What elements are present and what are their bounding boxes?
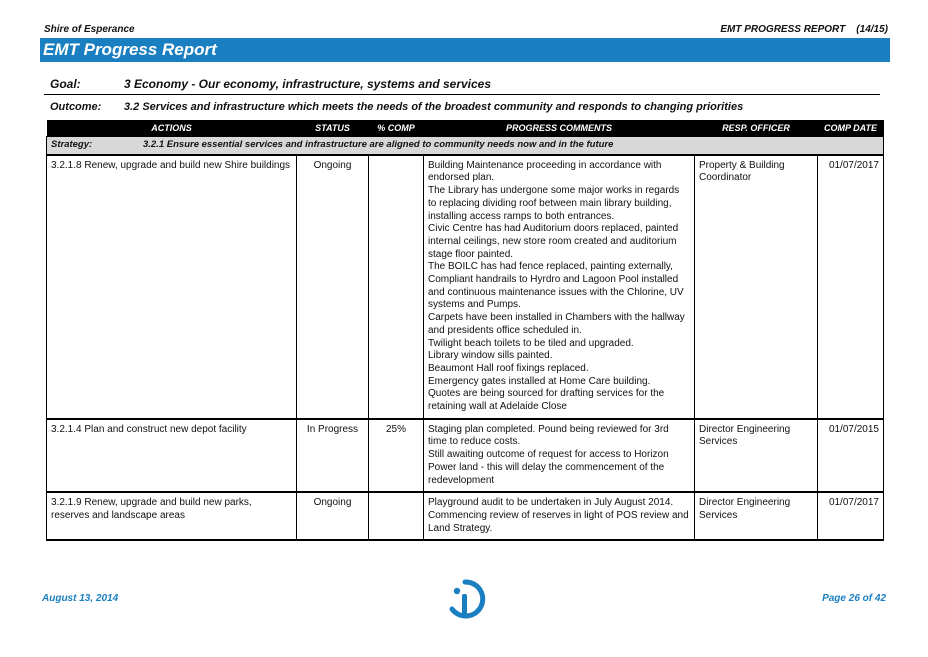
- goal-divider: [44, 94, 880, 95]
- comment-line: Quotes are being sourced for drafting services for the retaining wall at Adelaide Close: [428, 388, 665, 413]
- percent-complete-cell: [369, 155, 424, 419]
- column-header-date: COMP DATE: [818, 120, 884, 137]
- completion-date-cell: 01/07/2015: [818, 419, 884, 493]
- percent-complete-cell: 25%: [369, 419, 424, 493]
- column-header-status: STATUS: [297, 120, 369, 137]
- title-banner: [40, 38, 890, 62]
- responsible-officer-cell: Director Engineering Services: [695, 419, 818, 493]
- strategy-cell: [47, 137, 884, 155]
- outcome-label: Outcome:: [50, 101, 102, 113]
- column-header-comp: % COMP: [369, 120, 424, 137]
- progress-comments-cell: [424, 492, 695, 540]
- goal-text: 3 Economy - Our economy, infrastructure, systems and services: [124, 77, 492, 91]
- footer-page-number: Page 26 of 42: [822, 593, 886, 604]
- responsible-officer-cell: Property & Building Coordinator: [695, 155, 818, 419]
- action-cell: 3.2.1.9 Renew, upgrade and build new parks, reserves and landscape areas: [47, 492, 297, 540]
- organisation-name: Shire of Esperance: [44, 24, 135, 35]
- responsible-officer-cell: Director Engineering Services: [695, 492, 818, 540]
- status-cell: Ongoing: [297, 155, 369, 419]
- comment-line: Civic Centre has had Auditorium doors replaced, painted internal ceilings, new store room created and auditorium stage floor painted.: [428, 223, 679, 260]
- comment-line: Emergency gates installed at Home Care building.: [428, 375, 651, 387]
- table-row: [47, 492, 884, 540]
- completion-date-cell: 01/07/2017: [818, 155, 884, 419]
- comment-line: Carpets have been installed in Chambers with the hallway and presidents office scheduled in.: [428, 312, 685, 336]
- action-cell: 3.2.1.4 Plan and construct new depot facility: [47, 419, 297, 493]
- strategy-row: [47, 137, 884, 155]
- strategy-text: 3.2.1 Ensure essential services and infrastructure are aligned to community needs now and in the future: [143, 139, 614, 150]
- page-title: EMT Progress Report: [43, 40, 217, 59]
- comment-line: Beaumont Hall roof fixings replaced.: [428, 362, 589, 374]
- status-cell: In Progress: [297, 419, 369, 493]
- table-row: [47, 419, 884, 493]
- comment-line: Still awaiting outcome of request for access to Horizon Power land - this will delay the commencement of the redevelopment: [428, 449, 669, 486]
- comment-line: Building Maintenance proceeding in accordance with endorsed plan.: [428, 159, 662, 184]
- status-cell: Ongoing: [297, 492, 369, 540]
- percent-complete-cell: [369, 492, 424, 540]
- action-cell: 3.2.1.8 Renew, upgrade and build new Shire buildings: [47, 155, 297, 419]
- comment-line: The BOILC has had fence replaced, painting externally, Compliant handrails to Hyrdro and Lagoon Pool installed and continuous maintenance issues with the Chlorine, UV systems and Pumps.: [428, 261, 684, 311]
- comment-line: Library window sills painted.: [428, 350, 553, 362]
- comment-line: Staging plan completed. Pound being reviewed for 3rd time to reduce costs.: [428, 423, 669, 448]
- strategy-label: Strategy:: [51, 139, 93, 150]
- column-header-officer: RESP. OFFICER: [695, 120, 818, 137]
- comment-line: Playground audit to be undertaken in July August 2014. Commencing review of reserves in light of POS review and Land Strategy.: [428, 497, 689, 534]
- outcome-text: 3.2 Services and infrastructure which meets the needs of the broadest community and responds to changing priorities: [124, 101, 744, 113]
- completion-date-cell: 01/07/2017: [818, 492, 884, 540]
- footer-date: August 13, 2014: [42, 593, 119, 604]
- actions-table: [46, 120, 884, 541]
- column-header-comments: PROGRESS COMMENTS: [424, 120, 695, 137]
- comment-line: Twilight beach toilets to be tiled and upgraded.: [428, 337, 634, 349]
- shire-logo-icon: [444, 578, 486, 620]
- comment-line: The Library has undergone some major works in regards to replacing dividing roof between main library building, installing access ramps to both entrances.: [428, 185, 680, 222]
- progress-comments-cell: [424, 419, 695, 493]
- column-header-actions: ACTIONS: [47, 120, 297, 137]
- report-label: EMT PROGRESS REPORT (14/15): [720, 24, 888, 35]
- goal-label: Goal:: [50, 77, 81, 91]
- table-row: [47, 155, 884, 419]
- table-header-row: [47, 120, 884, 137]
- progress-comments-cell: [424, 155, 695, 419]
